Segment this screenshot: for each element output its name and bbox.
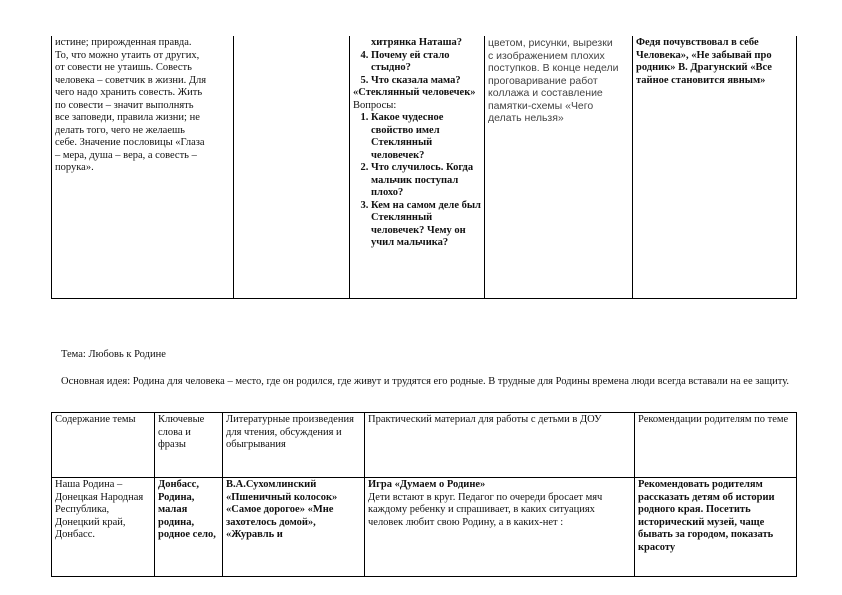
theme-line: Тема: Любовь к Родине [61,349,166,360]
table-continuation [51,36,797,299]
list-item: 3. Кем на самом деле был Стеклянный человечек? Чему он учил мальчика? [371,200,481,250]
list-item: 5. Что сказала мама? [371,75,481,88]
header-cell: Практический материал для работы с детьми в ДОУ [365,413,635,478]
text-line: с изображением плохих [488,49,605,62]
header-cell: Литературные произведения для чтения, обсуждения и обыгрывания [223,413,365,478]
text-line: хитрянка Наташа? [371,37,462,48]
question-list [353,50,481,88]
table-cell [365,478,635,577]
list-item: 1. Какое чудесное свойство имел Стеклянный человечек? [371,112,481,162]
text-line: коллажа и составление [488,87,603,99]
table-cell: Рекомендовать родителям рассказать детям об истории родного края. Посетить исторический музей, чаще бывать за городом, показать красоту [635,478,797,577]
game-title: Игра «Думаем о Родине» [368,479,486,490]
table1-col5-cell: Федя почувствовал в себе Человека», «Не забывай про родник» В. Драгунский «Все тайное становится явным» [633,36,797,299]
table1-col3-cell [350,36,485,299]
table1-col4-cell [485,36,633,299]
table1-col1-cell [52,36,234,299]
main-idea-text: Основная идея: Родина для человека – место, где он родился, где живут и трудятся его родные. В трудные для Родины времена люди всегда вставали на ее защиту. [61,376,790,387]
question-list [353,112,481,250]
text-line: памятки-схемы «Чего [488,99,594,112]
table-cell: Наша Родина – Донецкая Народная Республика, Донецкий край, Донбасс. [52,478,155,577]
table1-col2-cell [234,36,350,299]
header-cell: Рекомендации родителям по теме [635,413,797,478]
text-line: делать нельзя» [488,112,564,124]
game-description: Дети встают в круг. Педагог по очереди бросает мяч каждому ребенку и спрашивает, в каких ситуациях человек любит свою Родину, а в каких-нет : [368,491,603,528]
text-line: себе. Значение пословицы «Глаза [55,137,205,148]
text-line: порука». [55,162,94,173]
text-line: проговаривание работ [488,74,598,87]
questions-label: Вопросы: [353,99,397,111]
text-line: чего надо хранить совесть. Жить [55,87,203,98]
text-line: То, что можно утаить от других, [55,49,200,61]
text-line: цветом, рисунки, вырезки [488,37,613,49]
list-item: 2. Что случилось. Когда мальчик поступал плохо? [371,162,481,200]
header-cell: Содержание темы [52,413,155,478]
theme-table [51,412,797,577]
list-item: 4. Почему ей стало стыдно? [371,50,481,75]
header-cell: Ключевые слова и фразы [155,413,223,478]
text-line: все заповеди, правила жизни; не [55,112,200,123]
text-line: поступков. В конце недели [488,62,619,74]
text-line: человека – советчик в жизни. Для [55,74,207,86]
text-line: истине; прирожденная правда. [55,37,192,48]
story-title: «Стеклянный человечек» [353,87,476,98]
text-line: от совести не утаишь. Совесть [55,62,192,73]
table-cell: Донбасс, Родина, малая родина, родное село, [155,478,223,577]
text-line: по совести – значит выполнять [55,99,194,111]
text-line: – мера, душа – вера, а совесть – [55,149,197,161]
table-cell: В.А.Сухомлинский «Пшеничный колосок» «Самое дорогое» «Мне захотелось домой», «Журавль и [223,478,365,577]
text-line: делать того, чего не желаешь [55,124,185,136]
